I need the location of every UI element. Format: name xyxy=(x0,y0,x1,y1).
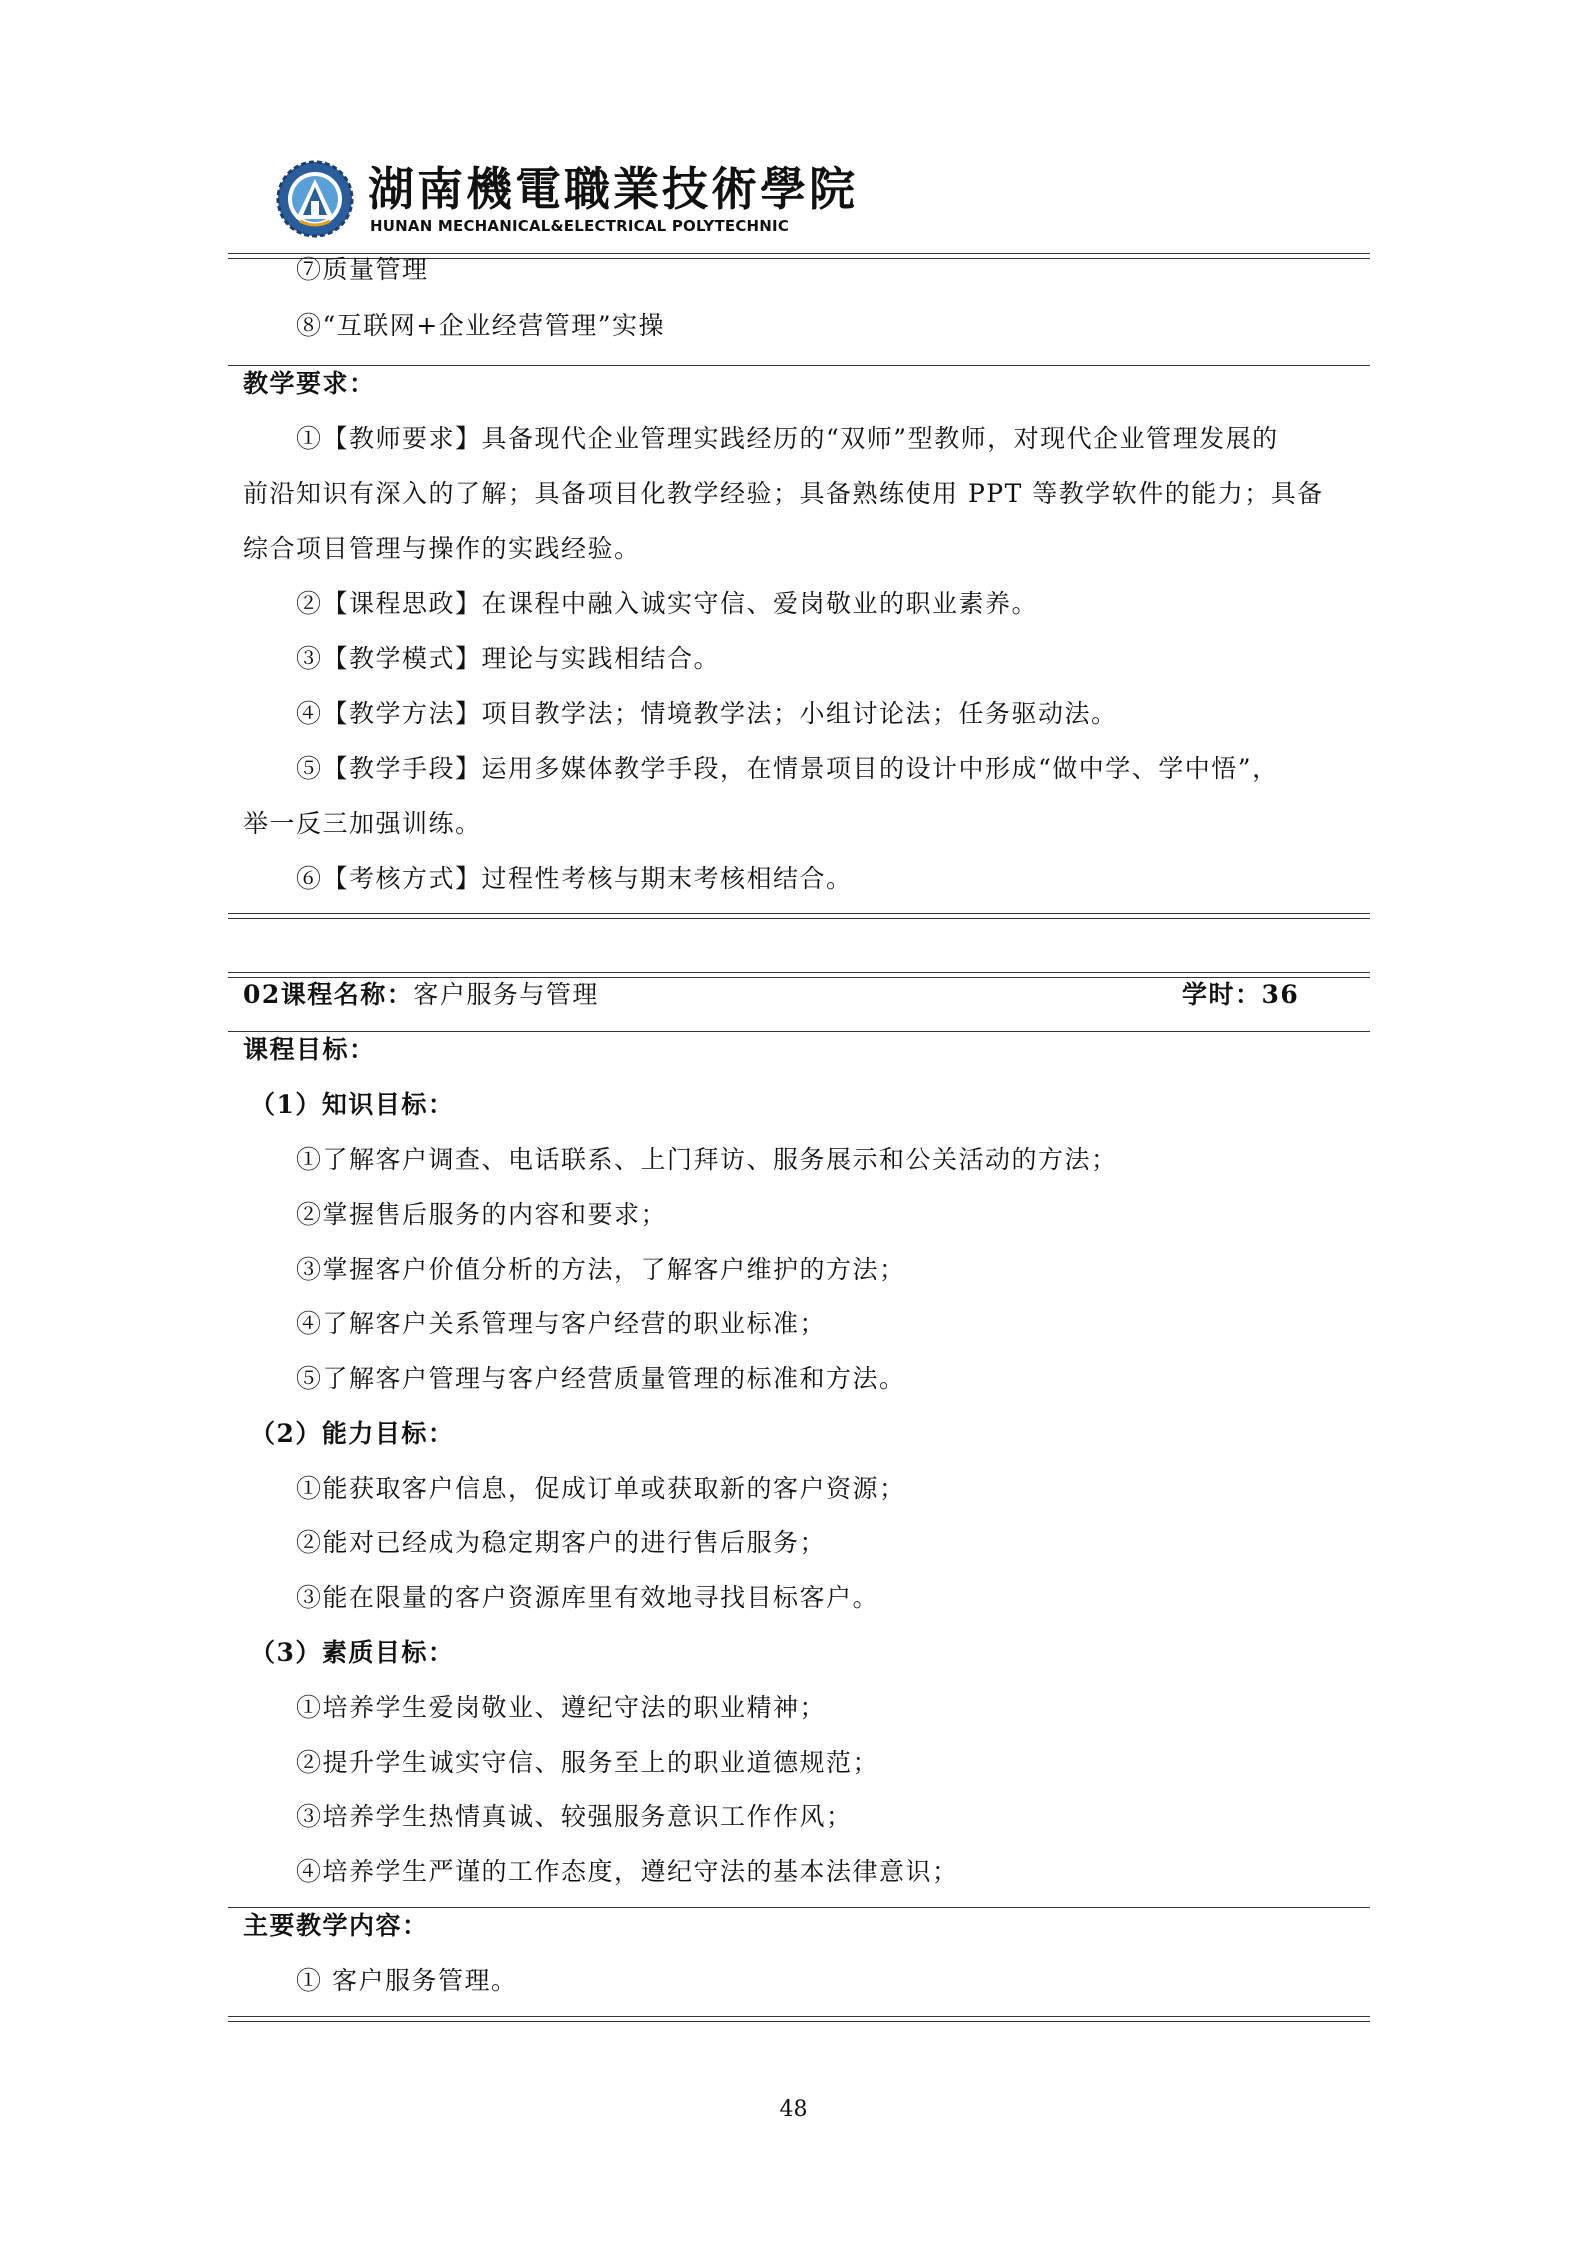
school-logo xyxy=(276,157,858,241)
content-item: ① 客户服务管理。 xyxy=(296,1966,518,1995)
requirement-line: ②【课程思政】在课程中融入诚实守信、爱岗敬业的职业素养。 xyxy=(296,589,1039,618)
school-emblem-icon xyxy=(276,157,354,241)
main-content-label: 主要教学内容： xyxy=(243,1911,429,1940)
knowledge-item: ①了解客户调查、电话联系、上门拜访、服务展示和公关活动的方法； xyxy=(296,1145,1118,1174)
requirement-line: ⑤【教学手段】运用多媒体教学手段，在情景项目的设计中形成“做中学、学中悟”， xyxy=(296,754,1279,783)
course-hours xyxy=(1182,978,1299,1012)
section-divider xyxy=(228,1907,1370,1908)
knowledge-item: ⑤了解客户管理与客户经营质量管理的标准和方法。 xyxy=(296,1364,906,1393)
course-name: 客户服务与管理 xyxy=(413,980,599,1009)
knowledge-item: ②掌握售后服务的内容和要求； xyxy=(296,1200,668,1229)
requirement-line: 举一反三加强训练。 xyxy=(243,809,482,838)
requirement-line: ⑥【考核方式】过程性考核与期末考核相结合。 xyxy=(296,864,853,893)
ability-item: ③能在限量的客户资源库里有效地寻找目标客户。 xyxy=(296,1583,880,1612)
table-bottom-rule xyxy=(228,913,1370,919)
table-bottom-rule xyxy=(228,2016,1370,2022)
knowledge-goals-label: （1）知识目标： xyxy=(250,1090,455,1119)
school-name-en: HUNAN MECHANICAL&ELECTRICAL POLYTECHNIC xyxy=(370,217,790,235)
page-number: 48 xyxy=(779,2097,808,2122)
quality-item: ③培养学生热情真诚、较强服务意识工作作风； xyxy=(296,1802,853,1831)
requirement-line: ③【教学模式】理论与实践相结合。 xyxy=(296,644,721,673)
requirement-line: 综合项目管理与操作的实践经验。 xyxy=(243,534,641,563)
hours-value: 36 xyxy=(1261,980,1300,1009)
hours-label: 学时： xyxy=(1182,980,1262,1009)
course-title-row xyxy=(243,978,599,1012)
ability-goals-label: （2）能力目标： xyxy=(250,1419,455,1448)
content-item: ⑦质量管理 xyxy=(296,255,429,284)
knowledge-item: ③掌握客户价值分析的方法，了解客户维护的方法； xyxy=(296,1255,906,1284)
quality-item: ②提升学生诚实守信、服务至上的职业道德规范； xyxy=(296,1748,880,1777)
course-goals-label: 课程目标： xyxy=(243,1035,376,1064)
quality-goals-label: （3）素质目标： xyxy=(250,1638,455,1667)
quality-item: ①培养学生爱岗敬业、遵纪守法的职业精神； xyxy=(296,1693,827,1722)
school-name-cn: 湖南機電職業技術學院 xyxy=(368,162,858,216)
requirement-line: 前沿知识有深入的了解；具备项目化教学经验；具备熟练使用 PPT 等教学软件的能力；具备 xyxy=(243,479,1324,508)
section-divider xyxy=(228,1031,1370,1032)
course-number: 02 xyxy=(243,980,281,1009)
ability-item: ②能对已经成为稳定期客户的进行售后服务； xyxy=(296,1528,827,1557)
requirement-line: ①【教师要求】具备现代企业管理实践经历的“双师”型教师，对现代企业管理发展的 xyxy=(296,424,1279,453)
teaching-requirements-label: 教学要求： xyxy=(243,369,376,398)
course-name-label: 课程名称： xyxy=(280,980,414,1009)
requirement-line: ④【教学方法】项目教学法；情境教学法；小组讨论法；任务驱动法。 xyxy=(296,699,1118,728)
quality-item: ④培养学生严谨的工作态度，遵纪守法的基本法律意识； xyxy=(296,1857,959,1886)
ability-item: ①能获取客户信息，促成订单或获取新的客户资源； xyxy=(296,1474,906,1503)
section-divider xyxy=(228,365,1370,366)
knowledge-item: ④了解客户关系管理与客户经营的职业标准； xyxy=(296,1309,827,1338)
content-item: ⑧“互联网+企业经营管理”实操 xyxy=(296,311,666,340)
